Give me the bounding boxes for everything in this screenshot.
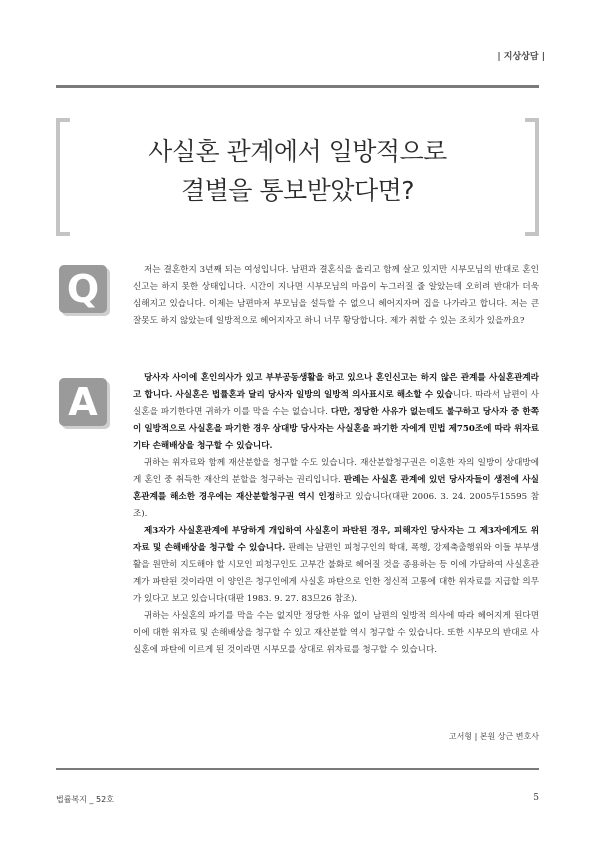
answer-text <box>133 370 539 659</box>
answer-badge: A <box>59 378 107 426</box>
question-badge: Q <box>59 265 107 313</box>
answer-paragraph-4 <box>133 608 539 659</box>
top-divider <box>56 85 539 88</box>
title-bracket-right <box>525 118 539 236</box>
answer-p4-text-1: 귀하는 사실혼의 파기를 막을 수는 없지만 정당한 사유 없이 남편의 일방적 의사에 따라 헤어지게 된다면 이에 대한 위자료 및 손해배상을 청구할 수 있고 재산분할 역시 청구할 수 있습니다. 또한 시부모의 반대로 사실혼에 파탄에 이르게 된 것이라면 시부모를 상대로 위자료를 청구할 수 있습니다. <box>133 611 539 655</box>
author-signature: 고서형 | 본원 상근 변호사 <box>448 732 539 741</box>
answer-p2-text-2: 하고 있습니다(대판 2006. 3. 24. 2005두15595 참조). <box>133 492 539 519</box>
bottom-divider <box>56 768 539 770</box>
article-title <box>90 132 505 210</box>
answer-p1-text-1: 니다. 따라서 남편이 사실혼을 파기한다면 귀하가 이를 막을 수는 없습니다. <box>133 390 539 417</box>
title-line-1: 사실혼 관계에서 일방적으로 <box>148 137 447 166</box>
answer-p2-text-1: 귀하는 위자료와 함께 재산분할을 청구할 수도 있습니다. 재산분할청구권은 이혼한 자의 일방이 상대방에게 혼인 중 취득한 재산의 분할을 청구하는 권리입니다. <box>133 458 539 485</box>
answer-paragraph-3 <box>133 523 539 608</box>
section-tag: | 지상상담 | <box>497 52 545 62</box>
question-paragraph: 저는 결혼한지 3년째 되는 여성입니다. 남편과 결혼식을 올리고 함께 살고 있지만 시부모님의 반대로 혼인신고는 하지 못한 상태입니다. 시간이 지나면 시부모님의 마음이 누그러질 줄 알았는데 오히려 반대가 더욱 심해지고 있습니다. 이제는 남편마저 부모님을 설득할 수 없으니 헤어지자며 집을 나가라고 합니다. 저는 큰 잘못도 하지 않았는데 일방적으로 헤어지자고 하니 너무 황당합니다. 제가 취할 수 있는 조치가 있을까요? <box>133 265 539 326</box>
answer-p3-bold-1: 제3자가 사실혼관계에 부당하게 개입하여 사실혼이 파탄된 경우, 피해자인 당사자는 그 제3자에게도 위자료 및 손해배상을 청구할 수 있습니다. <box>133 526 539 553</box>
title-line-2: 결별을 통보받았다면? <box>180 176 415 205</box>
answer-p1-bold-1: 당사자 사이에 혼인의사가 있고 부부공동생활을 하고 있으나 혼인신고는 하지 않은 관계를 사실혼관계라고 합니다. 사실혼은 법률혼과 달리 당사자 일방의 일방적 의사표시로 해소할 수 있습 <box>133 373 539 400</box>
answer-p1-bold-2: 다만, 정당한 사유가 없는데도 불구하고 당사자 중 한쪽이 일방적으로 사실혼을 파기한 경우 상대방 당사자는 사실혼을 파기한 자에게 민법 제750조에 따라 위자료 기타 손해배상을 청구할 수 있습니다. <box>133 407 539 451</box>
title-bracket-left <box>56 118 70 236</box>
answer-paragraph-2 <box>133 455 539 523</box>
publication-footer: 법률복지 _ 52호 <box>56 795 114 804</box>
answer-p2-bold-1: 판례는 사실혼 관계에 있던 당사자들이 생전에 사실혼관계를 해소한 경우에는 재산분할청구권 역시 인정 <box>133 475 539 502</box>
question-text <box>133 262 539 330</box>
page-number: 5 <box>533 793 539 803</box>
answer-paragraph-1 <box>133 370 539 455</box>
answer-p3-text-1: 판례는 남편인 피청구인의 학대, 폭행, 강제축출행위와 이들 부부생활을 원만히 지도해야 할 시모인 피청구인도 고부간 불화로 헤어질 것을 종용하는 등 이에 가담하여 사실혼관계가 파탄된 것이라면 이 양인은 청구인에게 사실혼 파탄으로 인한 정신적 고통에 대한 위자료를 지급할 의무가 있다고 보고 있습니다(대판 1983. 9. 27. 83므26 참조). <box>133 543 540 604</box>
